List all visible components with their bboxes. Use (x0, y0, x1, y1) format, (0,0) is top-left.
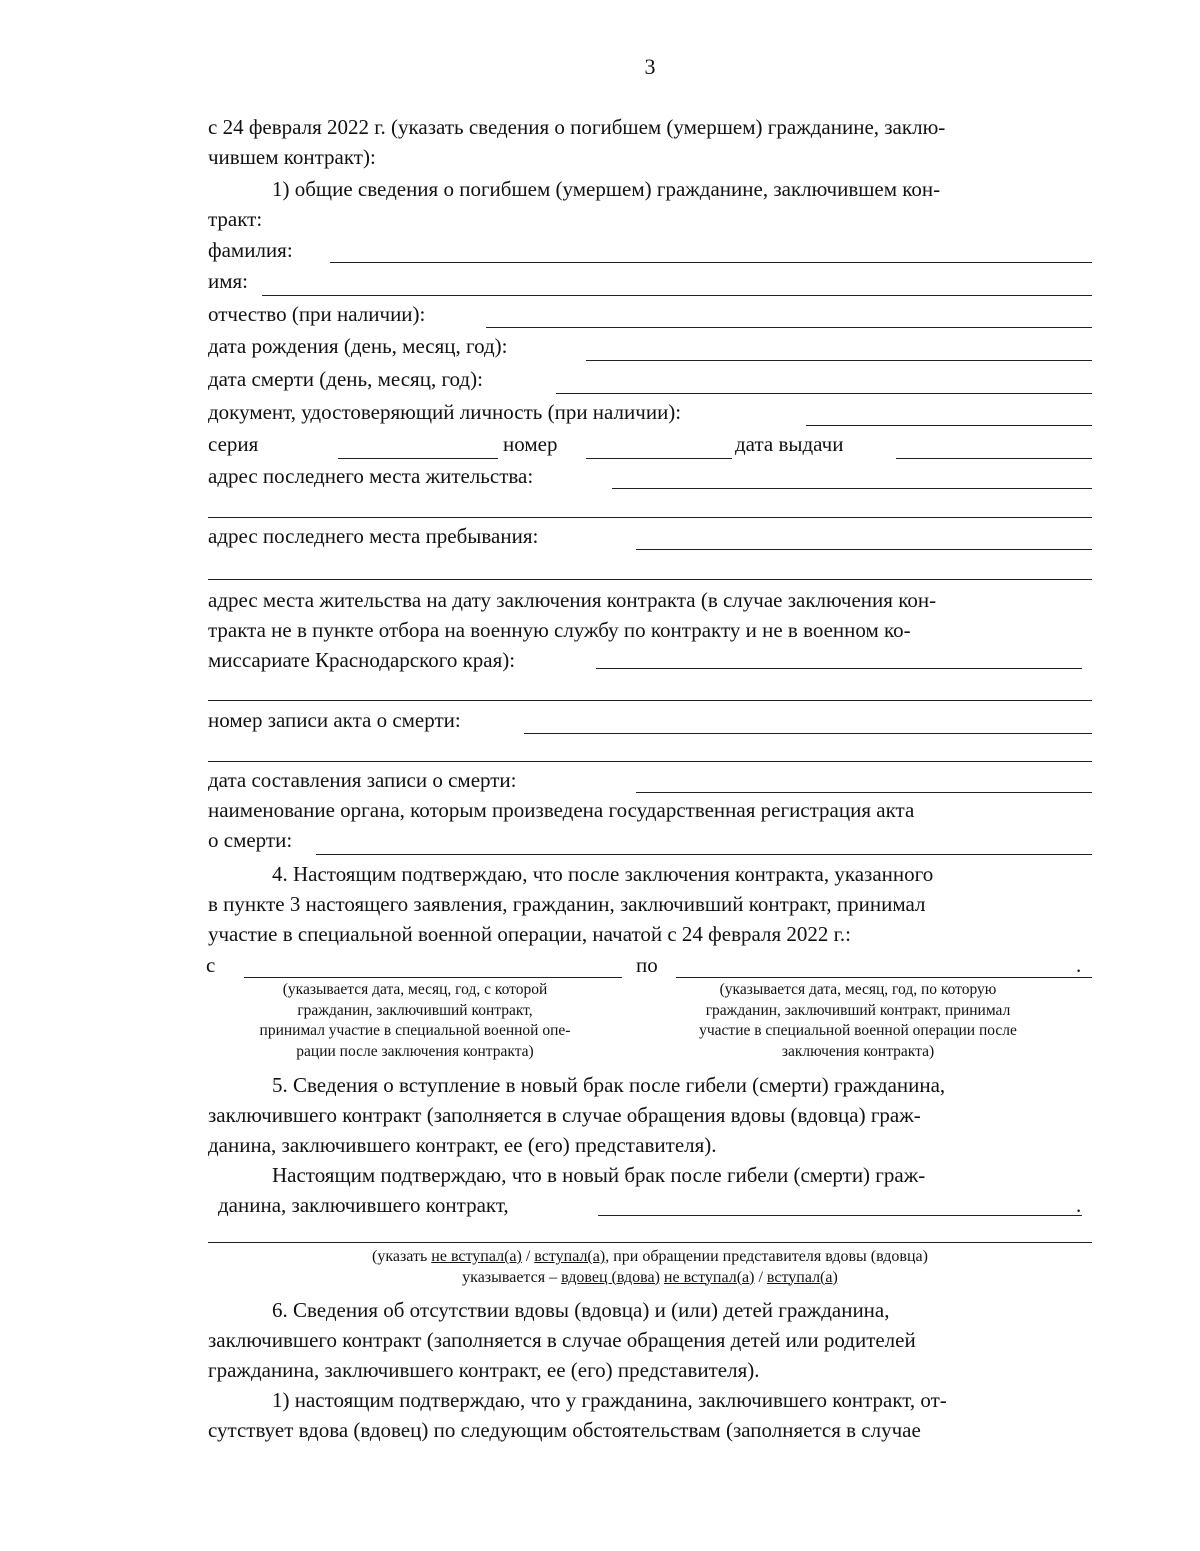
contract-residence-line-3: миссариате Краснодарского края): (208, 648, 516, 672)
period-from-hint: (указывается дата, месяц, год, с которой гражданин, заключивший контракт, принимал участие в специальной военной опе- рации после заключения контракта) (259, 981, 571, 1060)
death-record-number-line-1[interactable] (524, 733, 1092, 734)
section-6-sub-1-line-1: 1) настоящим подтверждаю, что у гражданина, заключившего контракт, от- (272, 1388, 947, 1412)
death-record-number-label: номер записи акта о смерти: (208, 708, 461, 732)
section-4-line-1: 4. Настоящим подтверждаю, что после заключения контракта, указанного (272, 862, 934, 886)
number-line[interactable] (586, 458, 732, 459)
period-dot: . (1076, 953, 1082, 977)
section-6-sub-1-line-2: сутствует вдова (вдовец) по следующим обстоятельствам (заполняется в случае (208, 1418, 921, 1442)
authority-line[interactable] (316, 854, 1092, 855)
intro-line-1: с 24 февраля 2022 г. (указать сведения о погибшем (умершем) гражданине, заклю- (208, 115, 946, 139)
general-info-line-1: 1) общие сведения о погибшем (умершем) гражданине, заключившем кон- (272, 177, 941, 201)
authority-line-2: о смерти: (208, 828, 293, 852)
last-stay-label: адрес последнего места пребывания: (208, 524, 539, 548)
section-5-line-1: 5. Сведения о вступление в новый брак после гибели (смерти) гражданина, (272, 1073, 946, 1097)
page-number: 3 (644, 54, 656, 79)
contract-residence-line-2: тракта не в пункте отбора на военную службу по контракту и не в военном ко- (208, 618, 911, 642)
general-info-line-2: тракт: (208, 207, 263, 231)
last-residence-line-2[interactable] (208, 517, 1092, 518)
id-document-label: документ, удостоверяющий личность (при наличии): (208, 400, 682, 424)
issue-date-label: дата выдачи (735, 432, 844, 456)
period-to-hint: (указывается дата, месяц, год, по которую гражданин, заключивший контракт, принимал участие в специальной военной операции после заключения контракта) (699, 981, 1017, 1060)
patronymic-label: отчество (при наличии): (208, 302, 426, 326)
marriage-status-line-2[interactable] (208, 1242, 1092, 1243)
name-label: имя: (208, 269, 249, 293)
death-record-date-line[interactable] (636, 792, 1092, 793)
name-line[interactable] (262, 295, 1092, 296)
death-record-number-line-2[interactable] (208, 761, 1092, 762)
period-to-label: по (636, 953, 658, 977)
surname-label: фамилия: (208, 238, 293, 262)
contract-residence-line-1: адрес места жительства на дату заключения контракта (в случае заключения кон- (208, 588, 937, 612)
period-to-line[interactable] (676, 977, 1092, 978)
birth-date-line[interactable] (586, 360, 1092, 361)
contract-residence-fill-line-1[interactable] (596, 668, 1082, 669)
series-label: серия (208, 432, 259, 456)
authority-line-1: наименование органа, которым произведена государственная регистрация акта (208, 798, 915, 822)
death-date-line[interactable] (556, 393, 1092, 394)
section-4-line-3: участие в специальной военной операции, начатой с 24 февраля 2022 г.: (208, 922, 851, 946)
marriage-dot: . (1076, 1193, 1082, 1217)
issue-date-line[interactable] (896, 458, 1092, 459)
section-6-line-2: заключившего контракт (заполняется в случае обращения детей или родителей (208, 1328, 916, 1352)
section-5-line-2: заключившего контракт (заполняется в случае обращения вдовы (вдовца) граж- (208, 1103, 921, 1127)
last-stay-line-2[interactable] (208, 579, 1092, 580)
section-5-line-3: данина, заключившего контракт, ее (его) представителя). (208, 1133, 717, 1157)
id-document-line[interactable] (806, 425, 1092, 426)
last-residence-label: адрес последнего места жительства: (208, 464, 534, 488)
number-label: номер (503, 432, 558, 456)
section-6-line-1: 6. Сведения об отсутствии вдовы (вдовца) и (или) детей гражданина, (272, 1298, 890, 1322)
marriage-status-line-1[interactable] (598, 1215, 1082, 1216)
marriage-confirm-line-2: данина, заключившего контракт, (218, 1193, 509, 1217)
death-record-date-label: дата составления записи о смерти: (208, 768, 517, 792)
intro-line-2: чившем контракт): (208, 145, 376, 169)
marriage-hint: (указать не вступал(а) / вступал(а), при обращении представителя вдовы (вдовца) указывается – вдовец (вдова) не вступал(а) / вступал(а) (372, 1248, 928, 1286)
section-6-line-3: гражданина, заключившего контракт, ее (его) представителя). (208, 1358, 760, 1382)
section-4-line-2: в пункте 3 настоящего заявления, гражданин, заключивший контракт, принимал (208, 892, 926, 916)
last-stay-line-1[interactable] (636, 549, 1092, 550)
death-date-label: дата смерти (день, месяц, год): (208, 367, 483, 391)
period-from-line[interactable] (244, 977, 622, 978)
contract-residence-fill-line-2[interactable] (208, 700, 1092, 701)
patronymic-line[interactable] (486, 327, 1092, 328)
marriage-confirm-line-1: Настоящим подтверждаю, что в новый брак после гибели (смерти) граж- (272, 1163, 926, 1187)
series-line[interactable] (338, 458, 498, 459)
birth-date-label: дата рождения (день, месяц, год): (208, 334, 508, 358)
last-residence-line-1[interactable] (612, 488, 1092, 489)
period-from-label: с (206, 953, 216, 977)
surname-line[interactable] (330, 262, 1092, 263)
